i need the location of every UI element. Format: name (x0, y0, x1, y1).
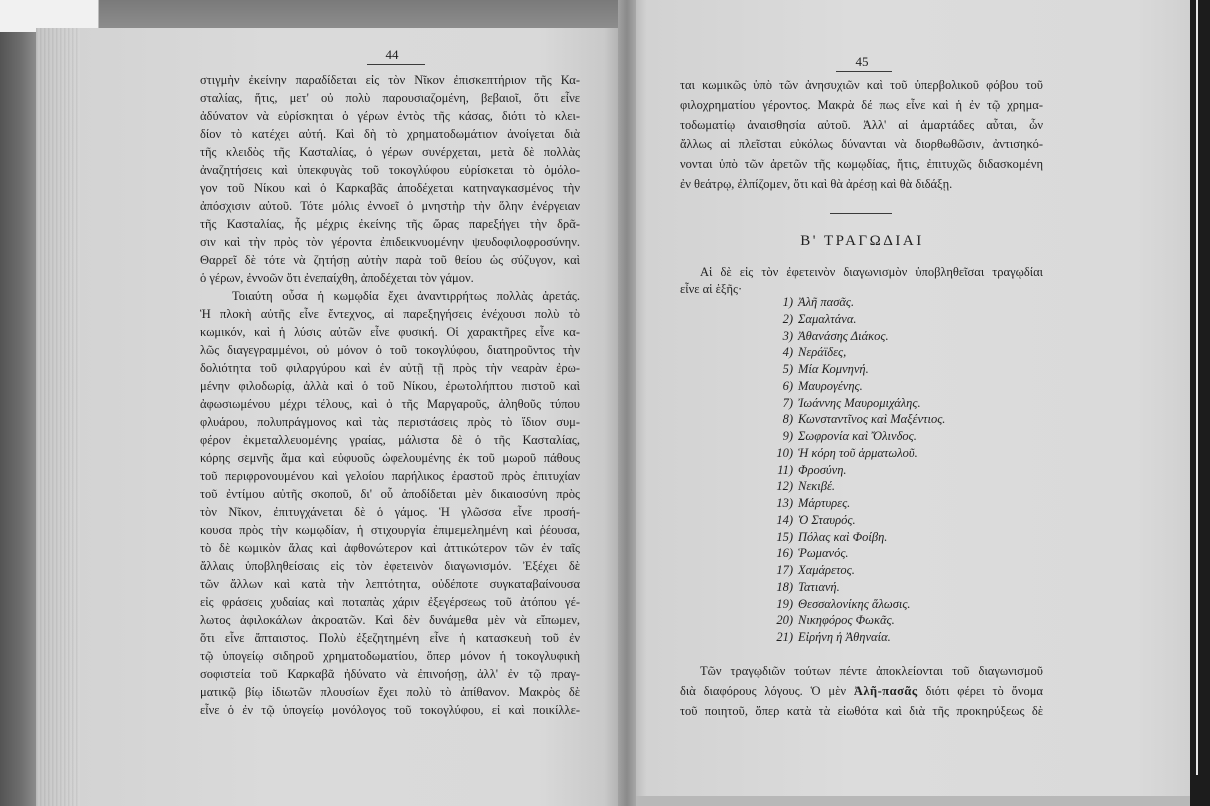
page-edge-line (1196, 0, 1198, 775)
tragedy-title: Ἰωάννης Μαυρομιχάλης. (798, 395, 921, 410)
text-line: ἀπόσχισιν αὐτοῦ. Τότε μόλις ἐννοεῖ ὁ μνηστὴρ τὴν ὅλην ἐνέργειαν (200, 199, 580, 213)
text-line: ἐν θεάτρῳ, ἐλπίζομεν, ὅτι καὶ θὰ ἀρέσῃ καὶ θὰ διδάξῃ. (680, 176, 953, 191)
tragedy-item (750, 395, 1050, 412)
text-line: Ἡ πλοκὴ αὐτῆς εἶνε ἔντεχνος, αἱ παρεξηγήσεις ἐνέχουσι πολὺ τὸ (200, 307, 580, 321)
text-line: σιν καὶ τὴν πρὸς τὸν γέροντα ἐπιδεικνυομένην ψευδοφιλοφροσύνην. (200, 235, 580, 249)
tragedy-title: Χαμάρετος. (798, 563, 855, 577)
tragedy-title: Ῥωμανός. (798, 546, 849, 561)
tragedy-number: 11) (777, 462, 793, 477)
continued-paragraph (680, 76, 1043, 195)
text-line: ἀναζητήσεις καὶ ὑπεκφυγὰς τοῦ τοκογλύφου εὑρίσκεται τὸ ὁμόλο- (200, 163, 580, 177)
tragedy-number: 10) (776, 445, 793, 460)
tragedy-number: 12) (776, 479, 793, 494)
text-line: φλυάρου, πολυπράγμονος καὶ τὰς περιστάσεις πρὸς τὸ ἴδιον συμ- (200, 415, 580, 429)
tragedy-item (750, 579, 1050, 596)
text-line: εἰς φράσεις χυδαίας καὶ ποταπὰς χάριν ἐξεγέρσεως τοῦ ἀτόπου γέ- (200, 595, 580, 609)
text-line: τὸ δὲ κωμικὸν ἅλας καὶ ἀφθονώτερον καὶ ἀττικώτερον τῶν ἐν ταῖς (200, 541, 580, 555)
text-line: εἶνε ὁ ἐν τῷ ὑπογείῳ μονόλογος τοῦ τοκογλύφου, εἰ καὶ ποικίλλε- (200, 703, 580, 717)
text-line: ἀφωσιωμένου μέχρι τέλους, καὶ ὁ τῆς Μαργαροῦς, ἀληθοῦς τύπου (200, 397, 580, 411)
tragedy-item (750, 328, 1050, 345)
tragedy-item (750, 361, 1050, 378)
tragedy-item (750, 512, 1050, 529)
text-line: τοδωματίῳ ἀναισθησία αὐτοῦ. Ἀλλ' αἱ ἁμαρτάδες αὗται, ὧν (680, 117, 1043, 132)
tragedy-title: Μαυρογένης. (798, 378, 863, 393)
tragedy-title: Νικηφόρος Φωκᾶς. (798, 613, 895, 628)
tragedy-item (750, 495, 1050, 512)
text-line: τῷ ὑπογείῳ σιδηροῦ χρηματοδωματίου, ὅπερ μόνον ἡ τοκογλυφικὴ (200, 649, 580, 663)
text-line: λῶς διαγεγραμμένοι, οὐ μόνον ὁ τοῦ τοκογλύφου, διατηροῦντος τὴν (200, 343, 580, 357)
text-line: τῆς Κασταλίας, ἧς μέχρις ἐκείνης τῆς ὥρας παρεξήγει τὴν δρᾶ- (200, 217, 580, 231)
tragedy-item (750, 378, 1050, 395)
tragedy-title: Ἀλῆ πασᾶς. (798, 295, 855, 309)
text-line: τῶν ἄλλων καὶ κατὰ τὴν λεπτότητα, οὐδέποτε συγκαταβαίνουσα (200, 577, 580, 591)
tragedy-title: Μία Κομνηνή. (798, 362, 869, 376)
tragedy-item (750, 462, 1050, 479)
text-line: Τοιαύτη οὖσα ἡ κωμῳδία ἔχει ἀναντιρρήτως πολλὰς ἀρετάς. (232, 289, 580, 303)
tragedy-item (750, 478, 1050, 495)
tragedy-title: Κωνσταντῖνος καὶ Μαξέντιος. (798, 412, 946, 427)
text-line: λωτος ἀφιλοκάλων ἀκροατῶν. Καὶ δὲν δυνάμεθα μὲν νὰ εἴπωμεν, (200, 613, 580, 627)
tragedy-title: Ἡ κόρη τοῦ ἁρματωλοῦ. (798, 445, 918, 460)
section-divider-rule (830, 213, 892, 214)
tragedy-number: 7) (782, 395, 793, 410)
tragedy-title: Πόλας καὶ Φοίβη. (798, 529, 888, 544)
text-segment: διότι φέρει τὸ ὄνομα (917, 684, 1043, 698)
tragedy-number: 18) (776, 579, 793, 594)
text-line: κουσα πρὸς τὴν κωμῳδίαν, ἡ στιχουργία ἐπιμεμελημένη καὶ ῥέουσα, (200, 523, 580, 537)
book-cover-edge (1190, 0, 1210, 806)
text-line: φιλοχρηματίου γέροντος. Μακρὰ δέ πως εἶνε καὶ ἡ ἐν τῷ χρημα- (680, 97, 1043, 112)
text-line: ὅτι εἶνε ἄπταιστος. Πολὺ ἐξεζητημένη εἶνε ἡ κατασκευὴ τοῦ ἐν (200, 631, 580, 645)
page-number: 45 (855, 54, 869, 69)
tragedy-title: Φροσύνη. (798, 462, 847, 477)
tragedy-number: 15) (776, 529, 793, 544)
page-edges (36, 28, 80, 806)
page-number: 44 (385, 47, 399, 62)
text-line: μένην φιλοδωρίᾳ, ἀλλὰ καὶ ὁ τοῦ Νίκου, ἐρωτολήπτου πιστοῦ καὶ (200, 379, 580, 393)
tragedy-number: 13) (776, 496, 793, 510)
tragedy-title: Νεκιβέ. (798, 479, 836, 494)
book-cover-edge (0, 32, 36, 806)
text-line: σοφιστεία τοῦ Καρκαβᾶ ἠδύνατο νὰ ἐπινοήσῃ, ἀλλ' ἐν τῷ πραγ- (200, 667, 580, 681)
scan-background (630, 796, 1192, 806)
spine-gutter (618, 0, 636, 806)
text-line: κόρης σεμνῆς ἅμα καὶ εὐφυοῦς ὠφελουμένης ἐκ τοῦ μωροῦ πάθους (200, 451, 580, 465)
tragedy-item (750, 294, 1050, 311)
tragedy-item (750, 612, 1050, 629)
text-line: δίον τὸ κατέχει αὐτή. Καὶ δὴ τὸ χρηματοδωμάτιον ἀνοίγεται διὰ (200, 127, 580, 141)
tragedy-list (750, 294, 1050, 646)
text-line: γον τοῦ Νίκου καὶ ὁ Καρκαβᾶς ἀποδέχεται κατηναγκασμένος τὴν (200, 181, 580, 195)
text-line: ὁ γέρων, ἐννοῶν ὅτι ἐνεπαίχθη, ἀποδέχεται τὸν γάμον. (200, 271, 474, 285)
tragedy-item (750, 445, 1050, 462)
tragedy-item (750, 529, 1050, 546)
tragedy-number: 2) (782, 311, 793, 326)
tragedy-number: 16) (776, 546, 793, 561)
tragedy-title: Θεσσαλονίκης ἅλωσις. (798, 596, 911, 611)
tragedy-title: Νεράϊδες, (798, 345, 847, 360)
tragedy-number: 20) (776, 613, 793, 628)
text-line: δολιότητα τοῦ φιλαργύρου καὶ ἐν αὐτῇ τῇ πρὸς τὴν νεαρὰν ἐρω- (200, 361, 580, 375)
text-line: Τῶν τραγῳδιῶν τούτων πέντε ἀποκλείονται τοῦ διαγωνισμοῦ (700, 664, 1043, 678)
tragedy-number: 8) (782, 412, 793, 427)
tragedy-number: 17) (776, 563, 793, 577)
tragedy-title: Σαμαλτάνα. (798, 311, 857, 326)
tragedy-number: 5) (782, 362, 793, 376)
text-line: τὸν Νῖκον, ἐπιτυγχάνεται δὲ ὁ γάμος. Ἡ γλῶσσα εἶνε προσή- (200, 505, 580, 519)
intro-paragraph (680, 264, 1043, 298)
text-line (680, 681, 1043, 701)
tragedy-item (750, 562, 1050, 579)
tragedy-item (750, 596, 1050, 613)
tragedy-item (750, 545, 1050, 562)
tragedy-item (750, 629, 1050, 646)
bold-title: Ἀλῆ-πασᾶς (853, 684, 918, 698)
tragedy-number: 4) (782, 345, 793, 360)
text-line: Αἱ δὲ εἰς τὸν ἐφετεινὸν διαγωνισμὸν ὑποβληθεῖσαι τραγῳδίαι (700, 265, 1043, 279)
text-line: νονται ὑπὸ τῶν ἀρετῶν τῆς κωμῳδίας, ἥτις, ἐπιτυχῶς διδασκομένη (680, 157, 1043, 172)
tragedy-item (750, 428, 1050, 445)
tragedy-item (750, 411, 1050, 428)
tragedy-number: 3) (782, 328, 793, 343)
text-line: Θαρρεῖ δὲ τότε νὰ ζητήσῃ αὐτὴν παρὰ τοῦ θείου ὡς σύζυγον, καὶ (200, 253, 580, 267)
tragedy-item (750, 344, 1050, 361)
tragedy-title: Ἀθανάσης Διάκος. (798, 328, 889, 343)
tragedy-number: 9) (782, 429, 793, 443)
text-line: τοῦ ἐντίμου αὐτῆς σκοποῦ, δι' οὗ ἀποδίδεται μὲν δικαιοσύνη πρὸς (200, 487, 580, 501)
text-line: ἄλλως αἱ πλεῖσται εὐκόλως δύνανται νὰ διορθωθῶσιν, ἀντισηκό- (680, 137, 1043, 152)
text-line: τῆς κλειδὸς τῆς Κασταλίας, ὁ γέρων συνέρχεται, μετὰ δὲ πολλὰς (200, 145, 580, 159)
header-rule (367, 64, 425, 65)
tragedy-number: 14) (776, 512, 793, 527)
header-rule (836, 71, 892, 72)
text-line: τοῦ περιφρονουμένου καὶ γελοίου παρήλικος ἐραστοῦ πρὸς ἐπιτυχίαν (200, 469, 580, 483)
tragedy-number: 6) (782, 378, 793, 393)
text-line: τοῦ ποιητοῦ, ὅπερ κατὰ τὰ εἰωθότα καὶ διὰ τῆς προκηρύξεως δὲ (680, 704, 1043, 718)
text-line: στιγμὴν ἐκείνην παραδίδεται εἰς τὸν Νῖκον ἐπισκεπτήριον τῆς Κα- (200, 73, 580, 87)
closing-paragraph (680, 661, 1043, 721)
text-line: ται κωμικῶς ὑπὸ τῶν ἀνησυχιῶν καὶ τοῦ ὑπερβολικοῦ φόβου τοῦ (680, 78, 1043, 92)
section-heading: Β' ΤΡΑΓΩΔΙΑΙ (800, 233, 924, 249)
tragedy-number: 1) (782, 295, 793, 309)
text-line: κωμικόν, καὶ ἡ λύσις αὐτῶν εἶνε φυσική. Οἱ χαρακτῆρες εἶνε κα- (200, 325, 580, 339)
left-page-text (200, 71, 580, 719)
tragedy-title: Σωφρονία καὶ Ὄλινδος. (798, 429, 917, 443)
tragedy-title: Μάρτυρες. (798, 496, 851, 510)
text-line: φέρον ἐκμεταλλευομένης γραίας, μάλιστα δὲ ὁ τῆς Κασταλίας, (200, 433, 580, 447)
text-line: ἀδύνατον νὰ εὑρίσκηται ὁ γέρων ἐντὸς τῆς κάσας, διότι τὸ κλει- (200, 109, 580, 123)
tragedy-title: Εἰρήνη ἡ Ἀθηναία. (798, 630, 891, 644)
tragedy-item (750, 311, 1050, 328)
text-line: ματικῷ βίῳ ἰδιωτῶν πλουσίων ἔχει πολὺ τὸ ἀπίθανον. Μακρὸς δὲ (200, 685, 580, 699)
text-line: ἄλλαις ὑποβληθείσαις εἰς τὸν ἐφετεινὸν διαγωνισμόν. Ἐξέχει δὲ (200, 559, 580, 573)
text-line: σταλίας, ἥτις, μετ' οὐ πολὺ παρουσιαζομένη, βεβαιοῖ, ὅτι εἶνε (200, 91, 580, 105)
tragedy-title: Τατιανή. (798, 579, 840, 594)
text-segment: διὰ διαφόρους λόγους. Ὁ μὲν (680, 684, 854, 698)
text-line: εἶνε αἱ ἑξῆς· (680, 282, 743, 296)
tragedy-title: Ὁ Σταυρός. (798, 512, 856, 527)
scan-background (98, 0, 628, 30)
tragedy-number: 21) (776, 630, 793, 644)
tragedy-number: 19) (776, 596, 793, 611)
